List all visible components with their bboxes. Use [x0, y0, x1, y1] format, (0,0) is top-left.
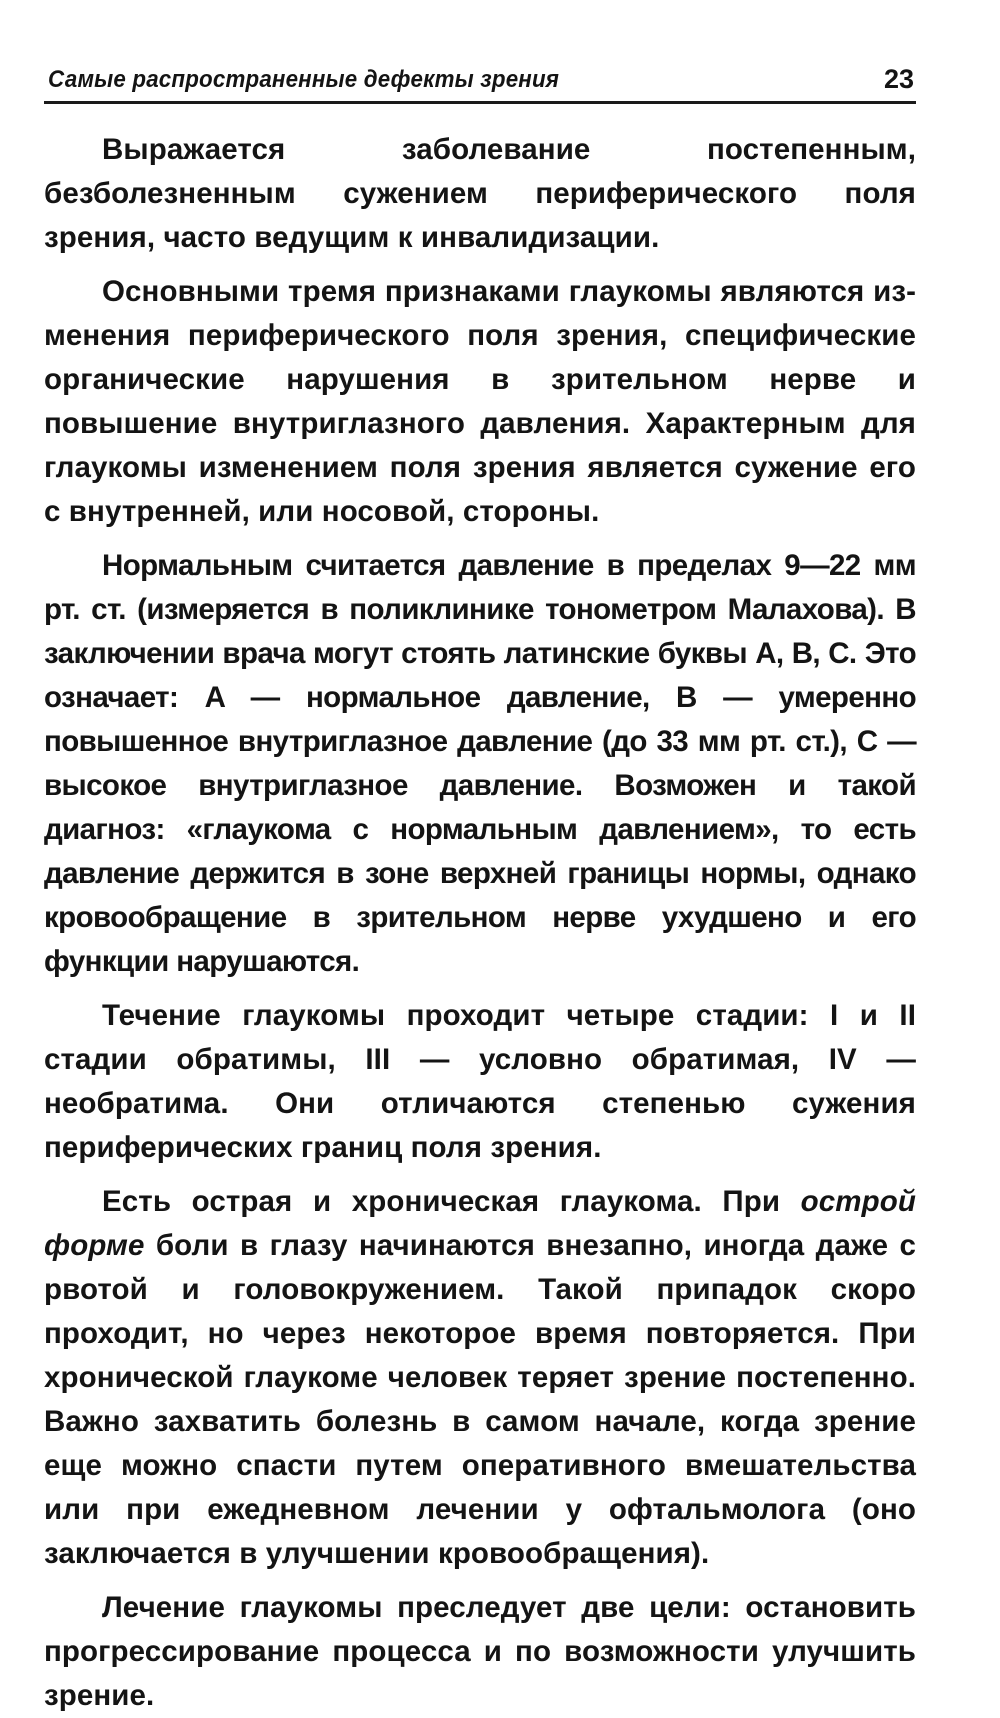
paragraph: Выражается заболевание постепенным, безболезненным сужением периферического поля зрения, часто ведущим к инвалидизации.: [44, 133, 916, 254]
book-page: [44, 40, 916, 1712]
page-number: 23: [883, 64, 914, 94]
paragraph: Нормальным считается давление в пределах 9—22 мм рт. ст. (измеряется в поликлинике тонометром Малахова). В заключении врача могут стоять латинские буквы A, B, C. Это означает: A — нормальное давление, B — умеренно повышенное внутриглазное давление (до 33 мм рт. ст.), C — высокое внутриглазное давление. Возможен и такой диагноз: «глаукома с нормальным давлением», то есть давление держится в зоне верхней границы нормы, однако кровообращение в зрительном нерве ухудшено и его функции нарушаются.: [44, 549, 916, 978]
paragraph: Течение глаукомы проходит четыре стадии: I и II стадии обратимы, III — условно обратимая, IV — необратима. Они отличаются степенью сужения периферических границ поля зрения.: [44, 999, 916, 1164]
paragraph-text: Есть острая и хроническая глаукома. При: [102, 1185, 801, 1218]
emphasized-term: острой форме: [44, 1185, 916, 1262]
running-title: Самые распространенные дефекты зрения: [48, 66, 560, 93]
paragraph: Основными тремя признаками глаукомы являются изменения периферического поля зрения, специфические органические нарушения в зрительном нерве и повышение внутриглазного давления. Характерным для глаукомы изменением поля зрения является сужение его с внутренней, или носовой, стороны.: [44, 275, 916, 528]
running-header: [44, 40, 916, 104]
body-text: [44, 128, 916, 1718]
paragraph: [44, 1180, 916, 1576]
paragraph-text: боли в глазу начинаются внезапно, иногда даже с рвотой и головокружением. Такой припадок скоро проходит, но через некоторое время повторяется. При хронической глаукоме человек теряет зрение постепенно. Важно захватить болезнь в самом начале, когда зрение еще можно спасти путем оперативного вмешательства или при ежедневном лечении у офтальмолога (оно заключается в улучшении кровообращения).: [44, 1229, 916, 1570]
paragraph: Лечение глаукомы преследует две цели: остановить прогрессирование процесса и по возможности улучшить зрение.: [44, 1591, 916, 1712]
